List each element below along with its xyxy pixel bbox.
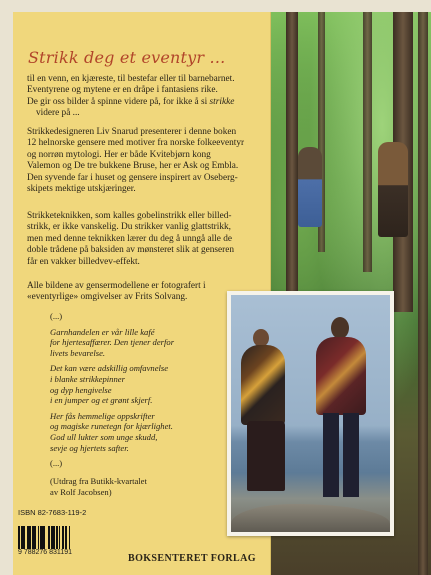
poem-source: (Utdrag fra Butikk-kvartalet av Rolf Jacobsen) xyxy=(50,476,147,497)
designer-paragraph: Strikkedesigneren Liv Snarud presenterer i denne boken 12 helnorske gensere med motiver fra norske folkeeventyr og norrøn mytologi. Her er både Kvitebjørn kong Valemon og De tre bukkene Bruse, her er Ask og Embla. Den syvende far i huset og gensere inspirert av Oseberg- skipets mektige utskjæringer. xyxy=(27,127,245,195)
technique-paragraph: Strikketeknikken, som kalles gobelinstrikk eller billed- strikk, er ikke vanskelig. Du strikker vanlig glattstrikk, men med denne teknikken lærer du deg å unngå alle de doble trådene på baksiden av mønsteret slik at genseren får en vakker billedvev-effekt. xyxy=(27,211,235,267)
publisher-name: BOKSENTERET FORLAG xyxy=(128,553,256,564)
cover-title: Strikk deg et eventyr ... xyxy=(28,48,226,67)
intro-paragraph: til en venn, en kjæreste, til bestefar eller til barnebarnet. Eventyrene og mytene er en dråpe i fantasiens rike. De gir oss bilder å spinne videre på, for ikke å si strikke videre på ... xyxy=(27,74,235,119)
poem: (...) Garnhandelen er vår lille kafé for hjertesaffærer. Den tjener derfor livets bevarelse. Det kan være adskillig omfavnelse i blanke strikkepinner og dyp hengivelse i en jumper og et grønt skjerf. Her fås hemmelige oppskrifter og magiske runetegn for kjærlighet. God ull lukter som unge skudd, sevje og hjertets safter. (...) xyxy=(50,311,175,469)
barcode xyxy=(18,526,70,549)
isbn-text: ISBN 82-7683-119-2 xyxy=(18,508,87,517)
photos-paragraph: Alle bildene av gensermodellene er fotografert i «eventyrlige» omgivelser av Frits Solvang. xyxy=(27,281,206,303)
barcode-number: 9 788276 831191 xyxy=(18,549,72,556)
couple-photo xyxy=(227,291,394,536)
